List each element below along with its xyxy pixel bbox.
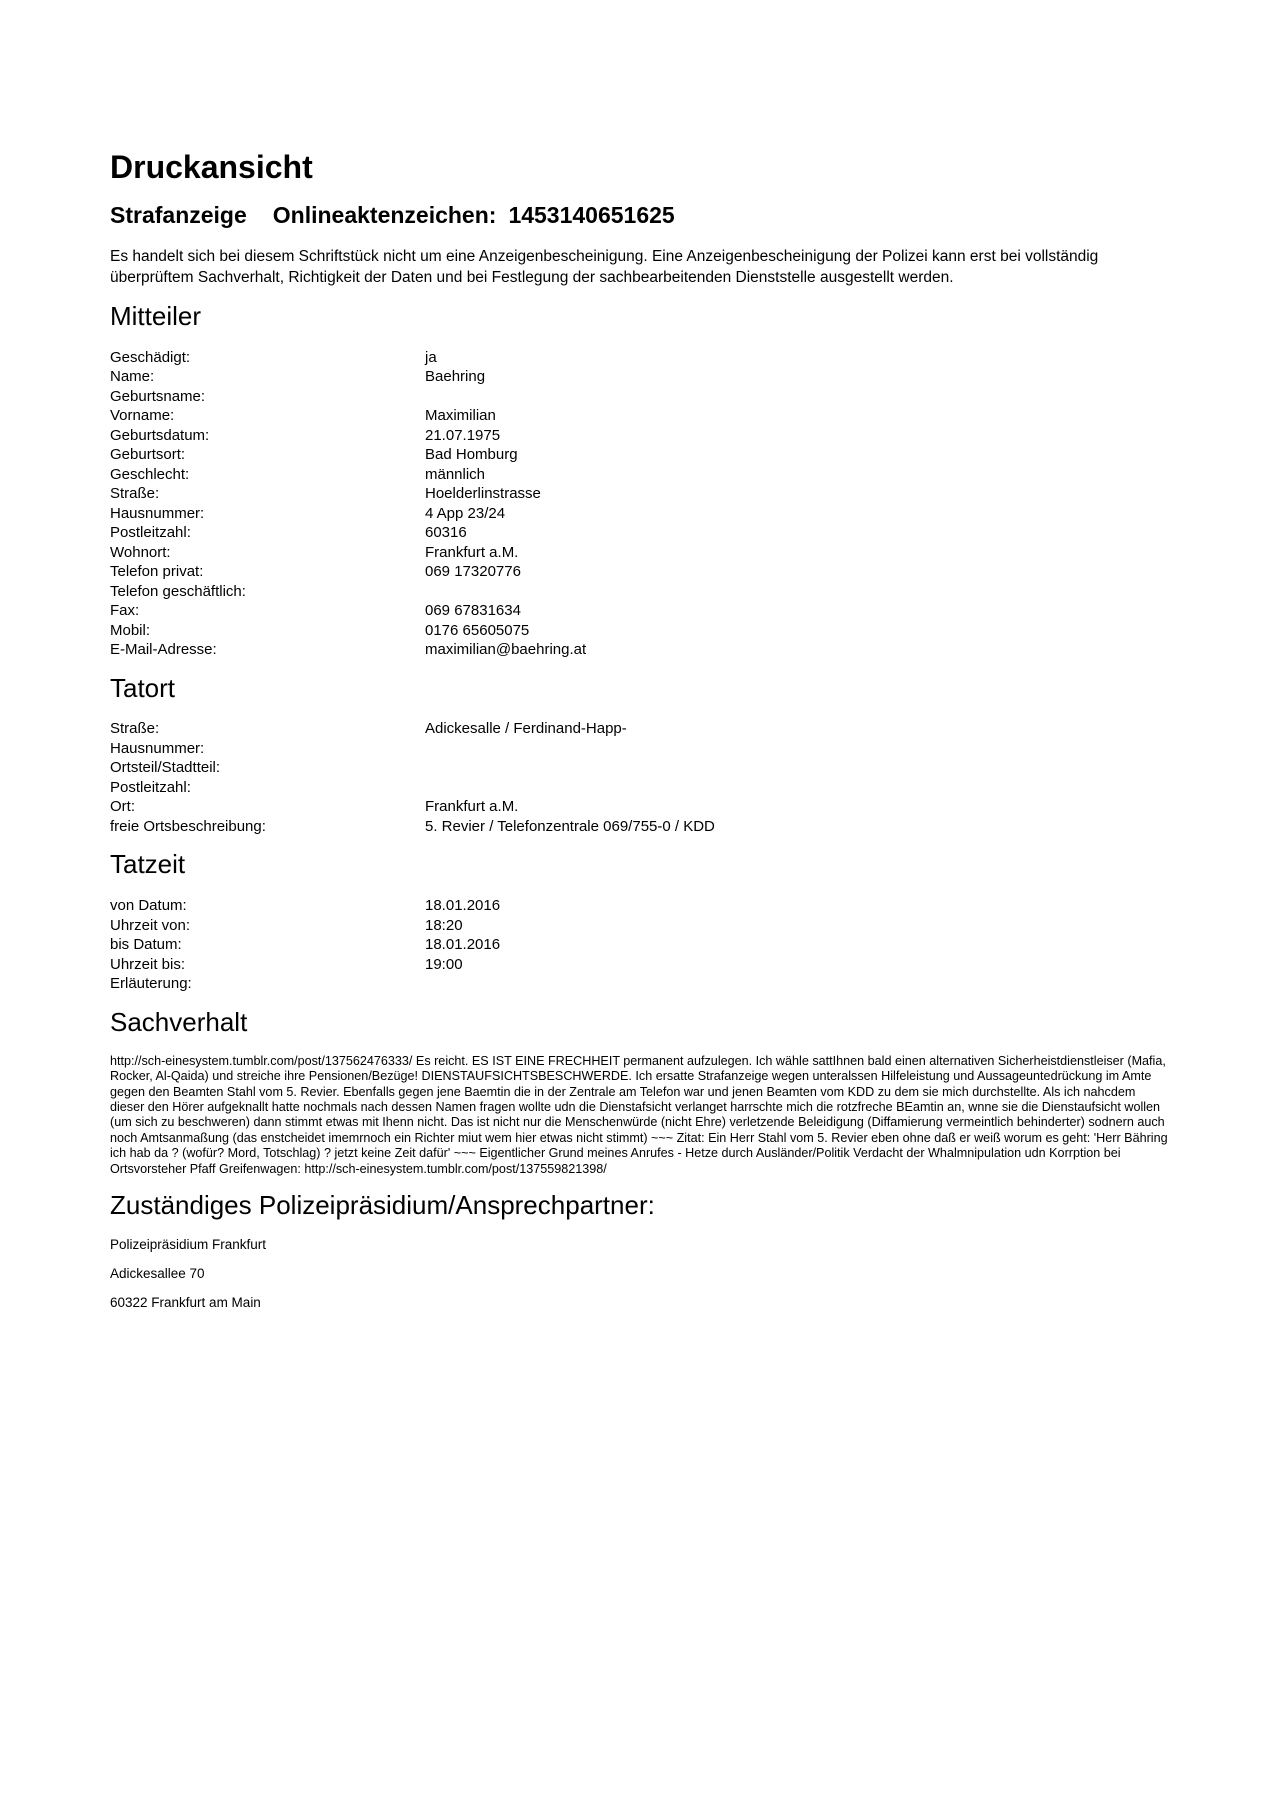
field-row-geschlecht [110, 465, 1170, 485]
field-row-fax [110, 601, 1170, 621]
field-row-name [110, 367, 1170, 387]
field-label: Straße: [110, 485, 160, 503]
field-value: 4 App 23/24 [425, 504, 506, 522]
field-row-geburtsort [110, 445, 1170, 465]
field-value [425, 582, 1170, 602]
field-row-tatort-postleitzahl [110, 778, 1170, 798]
field-label: Straße: [110, 720, 160, 738]
field-value: 5. Revier / Telefonzentrale 069/755-0 / KDD [425, 817, 715, 835]
section-heading-zustaendiges-polizeipraesidium: Zuständiges Polizeipräsidium/Ansprechpartner: [110, 1189, 655, 1220]
field-label: Geschlecht: [110, 465, 190, 483]
field-value: Adickesalle / Ferdinand-Happ- [425, 720, 627, 738]
police-address [110, 1237, 1170, 1312]
field-value: Maximilian [425, 407, 496, 425]
field-label: von Datum: [110, 897, 187, 915]
field-row-mobil [110, 621, 1170, 641]
section-heading-tatort: Tatort [110, 672, 176, 703]
field-row-tatort-ortsbeschreibung [110, 817, 1170, 837]
field-label: Erläuterung: [110, 975, 192, 993]
field-label: Ortsteil/Stadtteil: [110, 759, 221, 777]
case-number-label: Onlineaktenzeichen: [272, 202, 497, 229]
field-label: Wohnort: [110, 543, 171, 561]
field-value: Hoelderlinstrasse [425, 485, 541, 503]
field-value: Frankfurt a.M. [425, 543, 519, 561]
section-heading-mitteiler: Mitteiler [110, 300, 202, 331]
field-value [425, 739, 1170, 759]
field-label: Geburtsort: [110, 446, 186, 464]
report-subtitle [110, 202, 1170, 228]
police-address-line-city: 60322 Frankfurt am Main [110, 1295, 261, 1311]
field-row-telefon-geschaeftlich [110, 582, 1170, 602]
field-label: Hausnummer: [110, 739, 205, 757]
field-row-vorname [110, 406, 1170, 426]
field-value: 18.01.2016 [425, 897, 501, 915]
field-value: ja [425, 348, 437, 366]
field-label: Telefon privat: [110, 563, 204, 581]
field-value: männlich [425, 465, 486, 483]
field-label: Mobil: [110, 621, 151, 639]
field-label: Telefon geschäftlich: [110, 582, 246, 600]
field-value: Bad Homburg [425, 446, 518, 464]
field-label: Geschädigt: [110, 348, 191, 366]
report-type-label: Strafanzeige [110, 202, 247, 229]
field-row-tatort-ort [110, 797, 1170, 817]
field-row-uhrzeit-bis [110, 955, 1170, 975]
field-label: bis Datum: [110, 936, 182, 954]
tatort-fields [110, 719, 1170, 836]
field-value [425, 974, 1170, 994]
field-label: Fax: [110, 602, 140, 620]
field-label: Postleitzahl: [110, 778, 191, 796]
disclaimer-text: Es handelt sich bei diesem Schriftstück nicht um eine Anzeigenbescheinigung. Eine Anzeigenbescheinigung der Polizei kann erst bei vollständig überprüftem Sachverhalt, Richtigkeit der Daten und bei Festlegung der sachbearbeitenden Dienststelle ausgestellt werden. [110, 247, 1099, 286]
tatzeit-fields [110, 896, 1170, 994]
section-heading-sachverhalt: Sachverhalt [110, 1006, 248, 1037]
field-label: Ort: [110, 798, 135, 816]
page-title: Druckansicht [110, 149, 313, 185]
field-label: Vorname: [110, 407, 175, 425]
field-label: Name: [110, 368, 155, 386]
field-row-postleitzahl [110, 523, 1170, 543]
sachverhalt-text: http://sch-einesystem.tumblr.com/post/137562476333/ Es reicht. ES IST EINE FRECHHEIT permanent aufzulegen. Ich wähle sattIhnen bald einen alternativen Sicherheistdienstleiser (Mafia, Rocker, Al-Qaida) und streiche ihre Pensionen/Bezüge! DIENSTAUFSICHTSBESCHWERDE. Ich ersatte Strafanzeige wegen unteralssen Hilfeleistung und Aussageuntedrückung im Amte gegen den Beamten Stahl vom 5. Revier. Ebenfalls gegen jene Baemtin die in der Zentrale am Telefon war und jenen Beamten vom KDD zu dem sie mich durchstellte. Als ich nahcdem dieser den Hörer aufgeknallt hatte nochmals nach dessen Namen fragen wollte udn die Dienstafsicht verlanget harrschte mich die rotzfreche BEamtin an, wnne sie die Dienstaufsicht wollen (um sich zu beschweren) dann stimmt etwas mit Ihenn nicht. Das ist nicht nur die Menschenwürde (nicht Ehre) verletzende Beleidigung (Diffamierung vermeintlich behinderter) sodnern auch noch Amtsanmaßung (das enstcheidet imemrnoch ein Richter miut wem hier etwas nicht stimmt) ~~~ Zitat: Ein Herr Stahl vom 5. Revier eben ohne daß er weiß worum es geht: 'Herr Bähring ich hab da ? (wofür? Mord, Totschlag) ? jetzt keine Zeit dafür' ~~~ Eigentlicher Grund meines Anrufes - Hetze durch Ausländer/Politik Verdacht der Whalmnipulation udn Korrption bei Ortsvorsteher Pfaff Greifenwagen: http://sch-einesystem.tumblr.com/post/137559821398/ [110, 1053, 1168, 1176]
field-row-tatort-hausnummer [110, 739, 1170, 759]
field-row-strasse [110, 484, 1170, 504]
field-row-tatort-ortsteil [110, 758, 1170, 778]
field-row-uhrzeit-von [110, 916, 1170, 936]
field-value: Baehring [425, 368, 486, 386]
section-heading-tatzeit: Tatzeit [110, 849, 186, 880]
field-row-wohnort [110, 543, 1170, 563]
field-row-geburtsname [110, 387, 1170, 407]
field-value: 18.01.2016 [425, 936, 501, 954]
field-label: E-Mail-Adresse: [110, 641, 217, 659]
field-row-geschaedigt [110, 348, 1170, 368]
mitteiler-fields [110, 348, 1170, 660]
field-label: Geburtsname: [110, 387, 206, 405]
field-row-hausnummer [110, 504, 1170, 524]
field-value: 069 17320776 [425, 563, 521, 581]
field-value: 0176 65605075 [425, 621, 530, 639]
field-value: 60316 [425, 524, 467, 542]
field-value: 21.07.1975 [425, 426, 501, 444]
field-value [425, 778, 1170, 798]
field-row-telefon-privat [110, 562, 1170, 582]
field-value: 069 67831634 [425, 602, 521, 620]
field-row-tatort-strasse [110, 719, 1170, 739]
police-address-line-street: Adickesallee 70 [110, 1266, 205, 1282]
field-value [425, 387, 1170, 407]
field-row-email [110, 640, 1170, 660]
case-number-value: 1453140651625 [508, 202, 675, 229]
field-label: freie Ortsbeschreibung: [110, 817, 266, 835]
field-label: Uhrzeit bis: [110, 955, 186, 973]
field-row-geburtsdatum [110, 426, 1170, 446]
police-address-line-authority: Polizeipräsidium Frankfurt [110, 1236, 267, 1252]
field-row-erlaeuterung [110, 974, 1170, 994]
field-label: Geburtsdatum: [110, 426, 210, 444]
field-value: maximilian@baehring.at [425, 641, 587, 659]
field-value: 19:00 [425, 955, 463, 973]
field-label: Postleitzahl: [110, 524, 191, 542]
field-row-von-datum [110, 896, 1170, 916]
field-value: Frankfurt a.M. [425, 798, 519, 816]
field-label: Uhrzeit von: [110, 916, 191, 934]
field-value [425, 758, 1170, 778]
field-label: Hausnummer: [110, 504, 205, 522]
field-value: 18:20 [425, 916, 463, 934]
field-row-bis-datum [110, 935, 1170, 955]
